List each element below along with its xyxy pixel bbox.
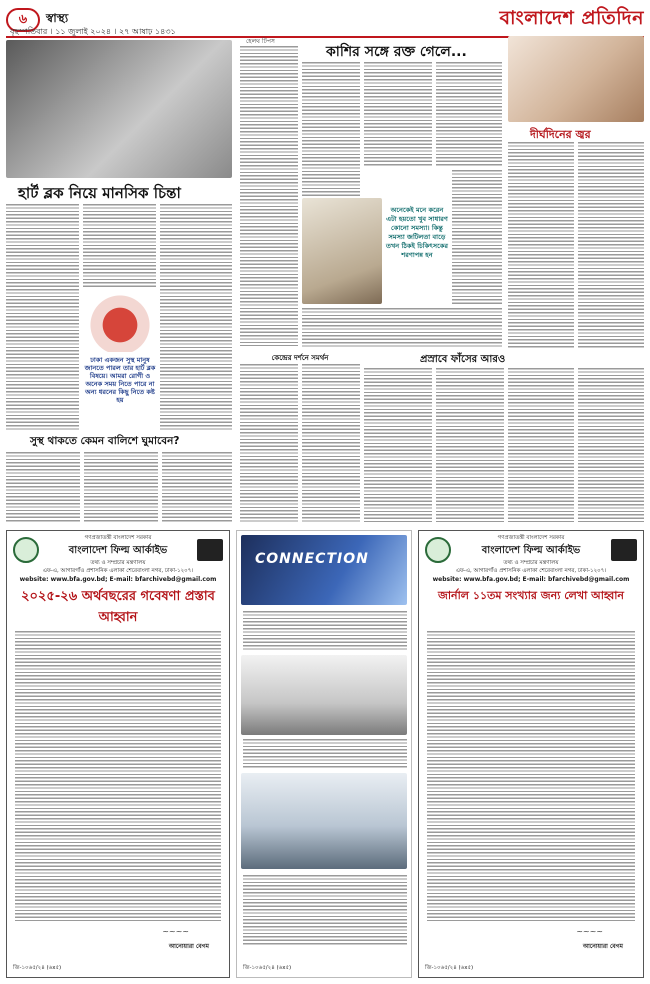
- film-archive-logo: [197, 539, 223, 561]
- fever-headline: দীর্ঘদিনের জ্বর: [530, 128, 591, 141]
- ad-research-proposal: [6, 530, 230, 978]
- cough-body-col-2: [364, 62, 432, 166]
- tips-body-col: [240, 46, 298, 346]
- center-box-title: কেন্দ্রের দর্শনে সমর্থন: [271, 354, 329, 362]
- sleep-body-col-3: [162, 452, 232, 522]
- sleep-headline: সুস্থ থাকতে কেমন বালিশে ঘুমাবেন?: [30, 435, 180, 447]
- ad-right-signature: ~~~~: [576, 927, 603, 936]
- ad-left-ministry: তথ্য ও সম্প্রচার মন্ত্রণালয়: [90, 560, 146, 566]
- event-caption-2: [243, 739, 407, 769]
- ad-event-photos: [236, 530, 412, 978]
- ad-right-address: এফ-এ, আগারগাঁও প্রশাসনিক এলাকা শেরেবাংলা নগর, ঢাকা-১২০৭।: [455, 568, 607, 574]
- cough-body-col-5: [302, 308, 502, 348]
- center-body-col-2: [302, 364, 360, 522]
- cough-body-col-1: [302, 62, 360, 196]
- govt-seal-icon: [13, 537, 39, 563]
- fever-body-col-2: [578, 142, 644, 348]
- sleep-body-col-2: [84, 452, 158, 522]
- ad-right-title: জার্নাল ১১তম সংখ্যার জন্য লেখা আহ্বান: [438, 589, 624, 602]
- pres-body-col-4: [578, 368, 644, 522]
- heart-headline: হার্ট ব্লক নিয়ে মানসিক চিন্তা: [18, 184, 181, 202]
- prescription-headline: প্রস্রাবে ফাঁসের আরও: [420, 354, 506, 365]
- pres-body-col-2: [436, 368, 504, 522]
- masthead: [499, 4, 644, 36]
- event-photo-group: [241, 655, 407, 735]
- heart-box-title: ঢাকা একজন সুস্থ মানুষ জানতে পারল তার হার্ট ব্লক বিষয়ে। আমরা রোগী ও অনেক সময় নিতে পারে না অন্য ধরনের কিছু নিতে কষ্ট হয়: [84, 356, 156, 404]
- banner-text: CONNECTION: [255, 551, 369, 567]
- cough-photo: [302, 198, 382, 304]
- cough-body-col-4: [452, 170, 502, 304]
- ad-left-signer: আনোয়ারা বেগম: [168, 943, 209, 950]
- cough-body-col-3: [436, 62, 502, 166]
- ad-left-signature: ~~~~: [162, 927, 189, 936]
- event-photo-car: [241, 773, 407, 869]
- date-line: বৃহস্পতিবার । ১১ জুলাই ২০২৪ । ২৭ আষাঢ় ১৪৩১: [10, 27, 176, 36]
- ad-right-website: website: www.bfa.gov.bd; E-mail: bfarchivebd@gmail.com: [432, 576, 630, 583]
- page-number: ৬: [6, 8, 40, 32]
- ad-right-ministry: তথ্য ও সম্প্রচার মন্ত্রণালয়: [503, 560, 559, 566]
- heart-photo: [6, 40, 232, 178]
- sleep-body-col-1: [6, 452, 80, 522]
- ad-right-footer: জি-১০৬৫/২৪ (৬x৫): [425, 965, 474, 971]
- cough-pullquote: অনেকেই মনে করেন এটা হয়তো খুব সাধারণ কোনো সমস্যা। কিন্তু সমস্যা জটিলতা বাড়ে তখন ঠিকই চিকিৎসকের শরণাপন্ন হন: [386, 206, 448, 259]
- fever-body-col-1: [508, 142, 574, 348]
- center-body-col-1: [240, 364, 298, 522]
- ad-journal-call: [418, 530, 644, 978]
- ad-left-title: ২০২৫-২৬ অর্থবছরের গবেষণা প্রস্তাব আহ্বান: [21, 589, 215, 625]
- ad-left-org: বাংলাদেশ ফিল্ম আর্কাইভ: [68, 545, 168, 556]
- film-archive-logo-right: [611, 539, 637, 561]
- pres-body-col-1: [364, 368, 432, 522]
- section-title: স্বাস্থ্য: [46, 11, 69, 25]
- ad-left-website: website: www.bfa.gov.bd; E-mail: bfarchivebd@gmail.com: [19, 576, 217, 583]
- cough-headline: কাশির সঙ্গে রক্ত গেলে...: [326, 44, 467, 60]
- pres-body-col-3: [508, 368, 574, 522]
- event-caption-3: [243, 875, 407, 945]
- ad-right-body: [427, 631, 635, 921]
- ad-left-footer: জি-১০৬৫/২৪ (৬x৫): [13, 965, 62, 971]
- heart-body-col-1: [6, 204, 79, 430]
- ad-middle-footer: জি-১০৬৫/২৪ (৬x৫): [243, 965, 292, 971]
- brand-name: বাংলাদেশ প্রতিদিন: [499, 7, 644, 29]
- event-caption-1: [243, 611, 407, 651]
- ad-left-body: [15, 631, 221, 921]
- ad-right-org: বাংলাদেশ ফিল্ম আর্কাইভ: [481, 545, 581, 556]
- ad-left-gov: গণপ্রজাতন্ত্রী বাংলাদেশ সরকার: [84, 535, 152, 541]
- heart-illustration: [84, 292, 156, 352]
- heart-body-col-2: [83, 204, 156, 288]
- ad-right-gov: গণপ্রজাতন্ত্রী বাংলাদেশ সরকার: [497, 535, 565, 541]
- ad-left-address: এফ-এ, আগারগাঁও প্রশাসনিক এলাকা শেরেবাংলা নগর, ঢাকা-১২০৭।: [42, 568, 194, 574]
- govt-seal-icon-right: [425, 537, 451, 563]
- banner-photo: [241, 535, 407, 605]
- fever-photo: [508, 36, 644, 122]
- heart-body-col-3: [160, 204, 232, 430]
- health-tips-kicker: হেলথ টিপস: [246, 38, 275, 45]
- ad-right-signer: আনোয়ারা বেগম: [582, 943, 623, 950]
